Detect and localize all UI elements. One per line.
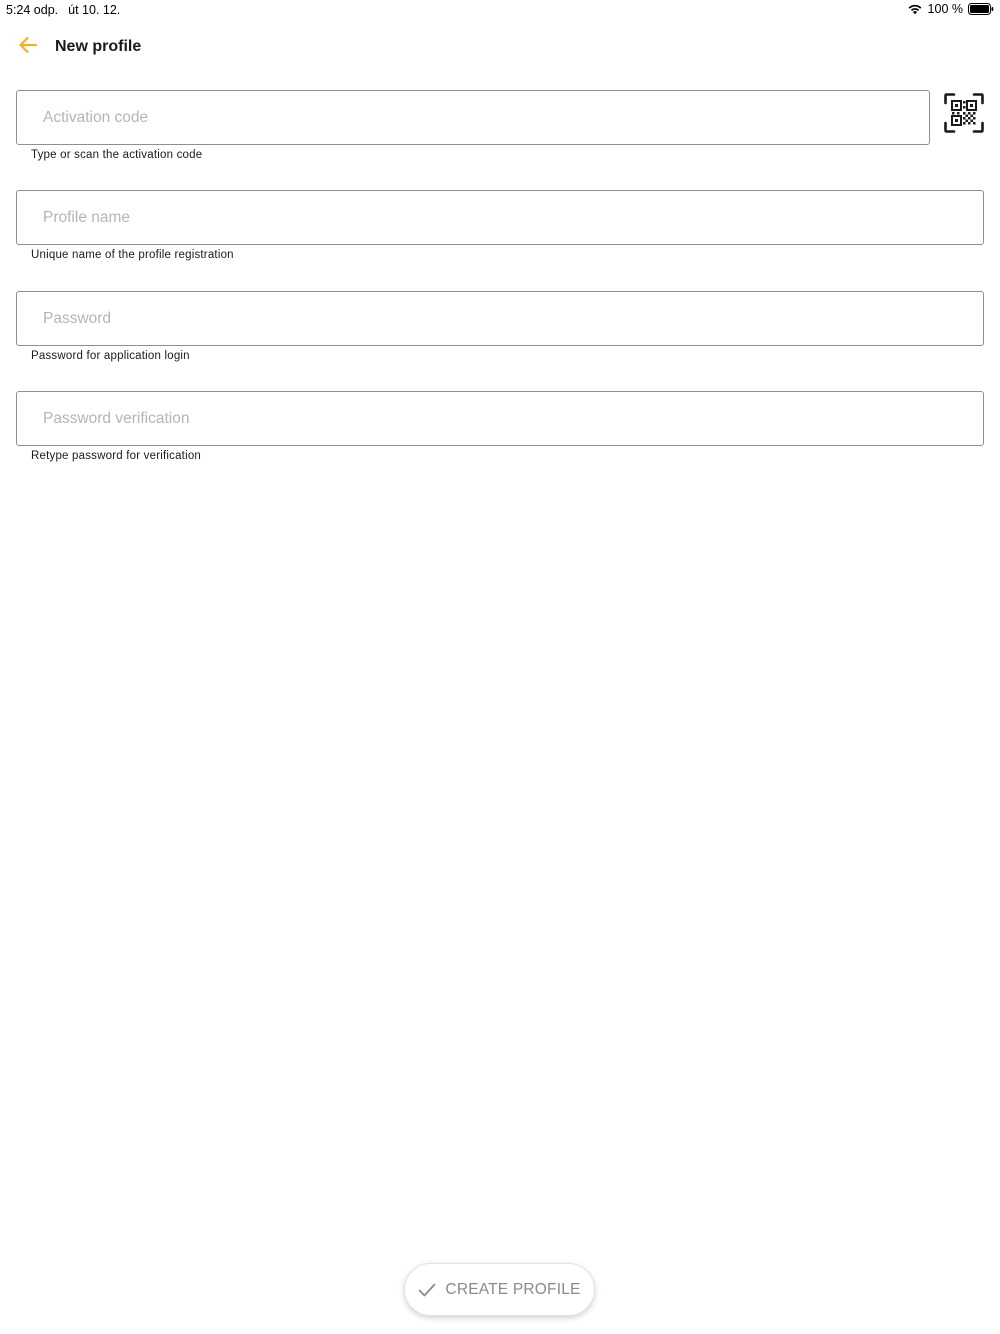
password-input[interactable] <box>17 292 983 345</box>
check-icon <box>418 1283 436 1297</box>
scan-qr-button[interactable] <box>944 93 984 133</box>
status-time-date <box>6 3 120 17</box>
battery-full-icon <box>968 3 994 15</box>
app-header <box>0 28 1000 66</box>
password-verification-group <box>16 391 984 462</box>
profile-name-group <box>16 190 984 261</box>
arrow-left-icon <box>18 36 38 59</box>
create-profile-label: CREATE PROFILE <box>445 1280 581 1298</box>
status-indicators <box>907 2 994 16</box>
password-verification-field[interactable] <box>16 391 984 446</box>
profile-name-helper: Unique name of the profile registration <box>31 249 234 261</box>
password-field[interactable] <box>16 291 984 346</box>
activation-code-field[interactable] <box>16 90 930 145</box>
page-title: New profile <box>55 38 142 55</box>
activation-code-group <box>16 90 930 161</box>
battery-percentage: 100 % <box>927 2 963 16</box>
qr-code-scan-icon <box>944 120 984 137</box>
password-helper: Password for application login <box>31 350 190 362</box>
activation-code-helper: Type or scan the activation code <box>31 149 203 161</box>
password-verification-input[interactable] <box>17 392 983 445</box>
status-date: út 10. 12. <box>68 3 121 17</box>
profile-name-field[interactable] <box>16 190 984 245</box>
back-button[interactable] <box>14 35 42 59</box>
profile-name-input[interactable] <box>17 191 983 244</box>
password-group <box>16 291 984 362</box>
status-time: 5:24 odp. <box>6 3 59 17</box>
status-bar <box>0 0 1000 22</box>
wifi-icon <box>907 3 923 15</box>
activation-code-input[interactable] <box>17 91 929 144</box>
create-profile-button[interactable] <box>404 1263 595 1316</box>
password-verification-helper: Retype password for verification <box>31 450 202 462</box>
